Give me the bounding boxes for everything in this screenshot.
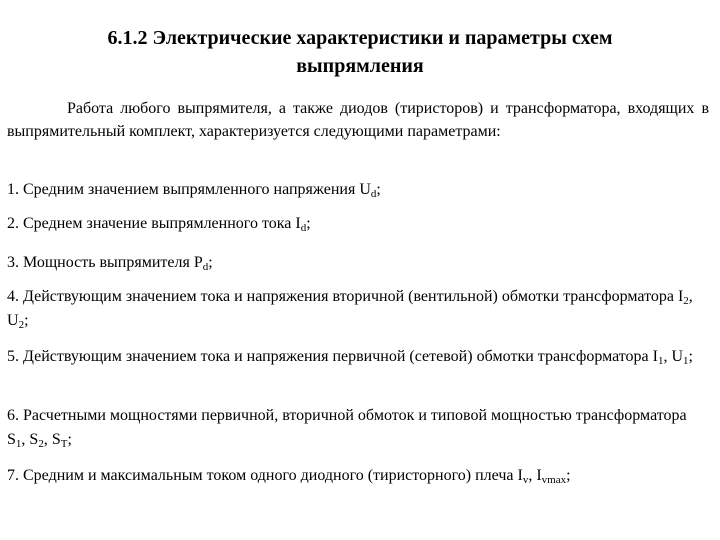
list-item-end: ; xyxy=(24,312,29,329)
list-item-1 xyxy=(7,178,707,202)
title-line-1: 6.1.2 Электрические характеристики и параметры схем xyxy=(107,27,613,49)
list-item-end: ; xyxy=(208,254,213,271)
subscript: 1 xyxy=(683,355,689,367)
subscript: d xyxy=(300,222,307,234)
subscript: 2 xyxy=(38,438,44,450)
subscript: d xyxy=(370,188,377,200)
subscript: vmax xyxy=(541,474,567,486)
list-item-6 xyxy=(7,404,707,452)
title-line-2: выпрямления xyxy=(296,55,424,77)
list-item-end: ; xyxy=(67,431,72,448)
list-item-4 xyxy=(7,285,707,333)
list-item-text: 2. Среднем значение выпрямленного тока I xyxy=(7,215,301,232)
list-item-text: 7. Средним и максимальным током одного диодного (тиристорного) плеча I xyxy=(7,467,523,484)
list-item-mid: , U xyxy=(663,348,684,365)
subscript: T xyxy=(60,438,68,450)
list-item-mid: , S xyxy=(43,431,61,448)
list-item-end: ; xyxy=(306,215,311,232)
list-item-3 xyxy=(7,251,707,275)
list-item-end: ; xyxy=(376,181,381,198)
list-item-2 xyxy=(7,212,707,236)
subscript: d xyxy=(202,261,209,273)
list-item-text: 5. Действующим значением тока и напряжения первичной (сетевой) обмотки трансформатора I xyxy=(7,348,658,365)
list-item-mid: , S xyxy=(21,431,39,448)
subscript: 2 xyxy=(683,295,689,307)
list-item-text: 1. Средним значением выпрямленного напряжения U xyxy=(7,181,371,198)
list-item-5 xyxy=(7,345,707,369)
subscript: v xyxy=(522,474,529,486)
subscript: 1 xyxy=(657,355,664,367)
list-item-7 xyxy=(7,464,707,488)
subscript: 2 xyxy=(18,319,25,331)
list-item-mid: , U xyxy=(7,288,693,329)
subscript: 1 xyxy=(15,438,22,450)
intro-paragraph: Работа любого выпрямителя, а также диодов (тиристоров) и трансформатора, входящих в выпрямительный комплект, характеризуется следующими параметрами: xyxy=(7,100,709,140)
list-item-text: 4. Действующим значением тока и напряжения вторичной (вентильной) обмотки трансформатора I xyxy=(7,288,684,305)
list-item-end: ; xyxy=(566,467,571,484)
list-item-mid: , I xyxy=(528,467,542,484)
page-title xyxy=(40,24,680,80)
list-item-end: ; xyxy=(688,348,693,365)
list-item-text: 6. Расчетными мощностями первичной, вторичной обмоток и типовой мощностью трансформатора S xyxy=(7,407,687,448)
list-item-text: 3. Мощность выпрямителя P xyxy=(7,254,203,271)
